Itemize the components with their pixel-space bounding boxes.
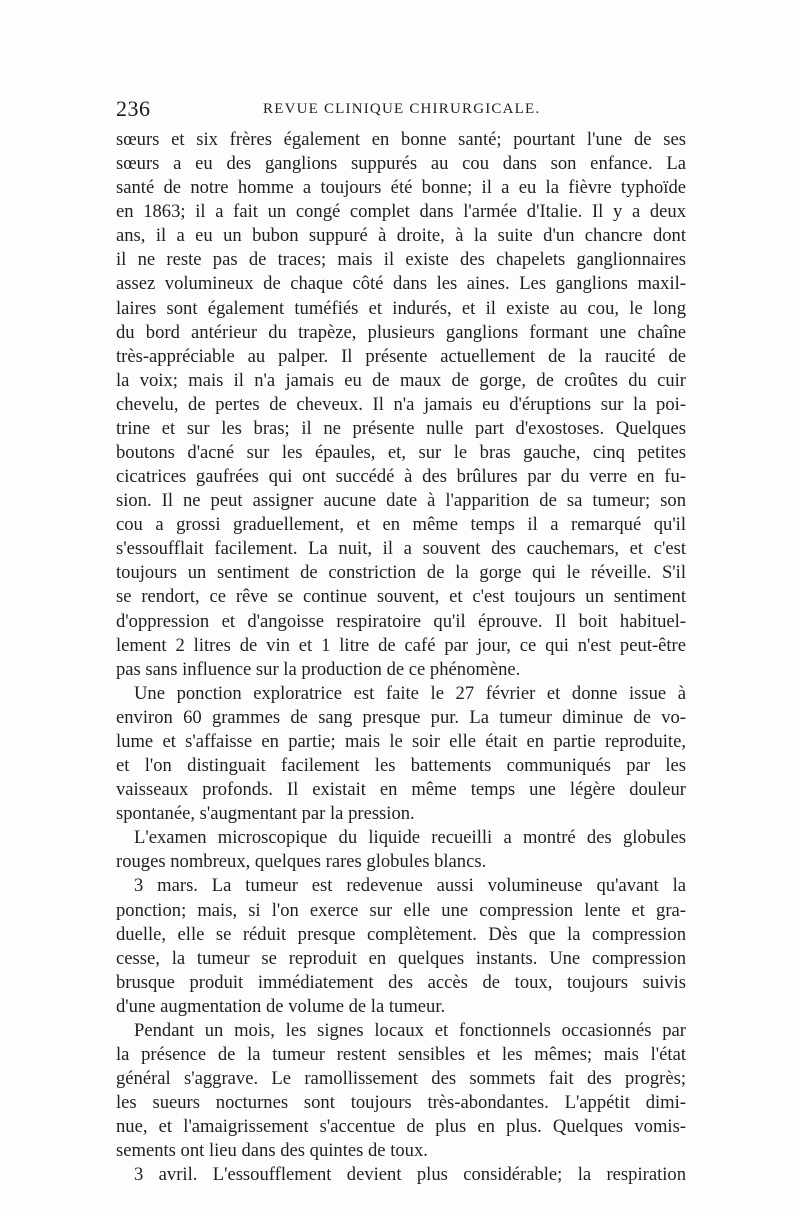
text-line: duelle, elle se réduit presque complètement. Dès que la compression	[116, 923, 686, 945]
text-line: pas sans influence sur la production de ce phénomène.	[116, 658, 521, 680]
page-header	[116, 96, 686, 122]
text-line: du bord antérieur du trapèze, plusieurs ganglions formant une chaîne	[116, 321, 686, 343]
text-line: assez volumineux de chaque côté dans les aines. Les ganglions maxil-	[116, 273, 686, 295]
text-line: cou a grossi graduellement, et en même temps il a remarqué qu'il	[116, 514, 686, 536]
text-line: la voix; mais il n'a jamais eu de maux de gorge, de croûtes du cuir	[116, 369, 686, 391]
paragraph-start-line: L'examen microscopique du liquide recueilli a montré des globules	[134, 827, 686, 849]
text-line: très-appréciable au palper. Il présente actuellement de la raucité de	[116, 345, 686, 367]
text-line: d'oppression et d'angoisse respiratoire qu'il éprouve. Il boit habituel-	[116, 610, 686, 632]
paragraph-start-line: 3 mars. La tumeur est redevenue aussi volumineuse qu'avant la	[134, 875, 686, 897]
text-line: vaisseaux profonds. Il existait en même temps une légère douleur	[116, 779, 686, 801]
text-line: ponction; mais, si l'on exerce sur elle une compression lente et gra-	[116, 899, 686, 921]
text-line: laires sont également tuméfiés et indurés, et il existe au cou, le long	[116, 297, 686, 319]
text-line: santé de notre homme a toujours été bonne; il a eu la fièvre typhoïde	[116, 177, 686, 199]
text-line: se rendort, ce rêve se continue souvent, et c'est toujours un sentiment	[116, 586, 686, 608]
text-line: rouges nombreux, quelques rares globules blancs.	[116, 851, 487, 873]
paragraph-start-line: Une ponction exploratrice est faite le 27 février et donne issue à	[134, 682, 686, 704]
text-line: sements ont lieu dans des quintes de toux.	[116, 1140, 428, 1162]
text-line: s'essoufflait facilement. La nuit, il a souvent des cauchemars, et c'est	[116, 538, 686, 560]
text-line: spontanée, s'augmentant par la pression.	[116, 803, 415, 825]
text-line: sœurs et six frères également en bonne santé; pourtant l'une de ses	[116, 129, 686, 150]
text-line: trine et sur les bras; il ne présente nulle part d'exostoses. Quelques	[116, 417, 686, 439]
paragraph-start-line: 3 avril. L'essoufflement devient plus considérable; la respiration	[134, 1164, 686, 1186]
text-line: boutons d'acné sur les épaules, et, sur le bras gauche, cinq petites	[116, 442, 686, 464]
text-line: ans, il a eu un bubon suppuré à droite, à la suite d'un chancre dont	[116, 225, 686, 247]
text-line: chevelu, de pertes de cheveux. Il n'a jamais eu d'éruptions sur la poi-	[116, 393, 686, 415]
text-line: général s'aggrave. Le ramollissement des sommets fait des progrès;	[116, 1068, 686, 1090]
text-line: lement 2 litres de vin et 1 litre de café par jour, ce qui n'est peut-être	[116, 634, 686, 656]
page-number: 236	[116, 96, 151, 121]
text-line: et l'on distinguait facilement les battements communiqués par les	[116, 755, 686, 777]
text-line: brusque produit immédiatement des accès de toux, toujours suivis	[116, 971, 686, 993]
text-line: les sueurs nocturnes sont toujours très-abondantes. L'appétit dimi-	[116, 1092, 686, 1114]
text-line: en 1863; il a fait un congé complet dans l'armée d'Italie. Il y a deux	[116, 201, 686, 223]
text-line: la présence de la tumeur restent sensibles et les mêmes; mais l'état	[116, 1043, 686, 1065]
paragraph-start-line: Pendant un mois, les signes locaux et fonctionnels occasionnés par	[134, 1019, 686, 1041]
running-head: REVUE CLINIQUE CHIRURGICALE.	[263, 101, 541, 117]
body-text	[116, 128, 686, 1187]
text-line: nue, et l'amaigrissement s'accentue de plus en plus. Quelques vomis-	[116, 1116, 686, 1138]
text-line: environ 60 grammes de sang presque pur. La tumeur diminue de vo-	[116, 706, 686, 728]
text-line: cesse, la tumeur se reproduit en quelques instants. Une compression	[116, 947, 686, 969]
text-line: lume et s'affaisse en partie; mais le soir elle était en partie reproduite,	[116, 730, 686, 752]
text-line: sion. Il ne peut assigner aucune date à l'apparition de sa tumeur; son	[116, 490, 686, 512]
text-line: d'une augmentation de volume de la tumeur.	[116, 995, 446, 1017]
text-line: sœurs a eu des ganglions suppurés au cou dans son enfance. La	[116, 153, 686, 175]
text-line: il ne reste pas de traces; mais il existe des chapelets ganglionnaires	[116, 249, 686, 271]
text-line: cicatrices gaufrées qui ont succédé à des brûlures par du verre en fu-	[116, 466, 686, 488]
text-line: toujours un sentiment de constriction de la gorge qui le réveille. S'il	[116, 562, 686, 584]
